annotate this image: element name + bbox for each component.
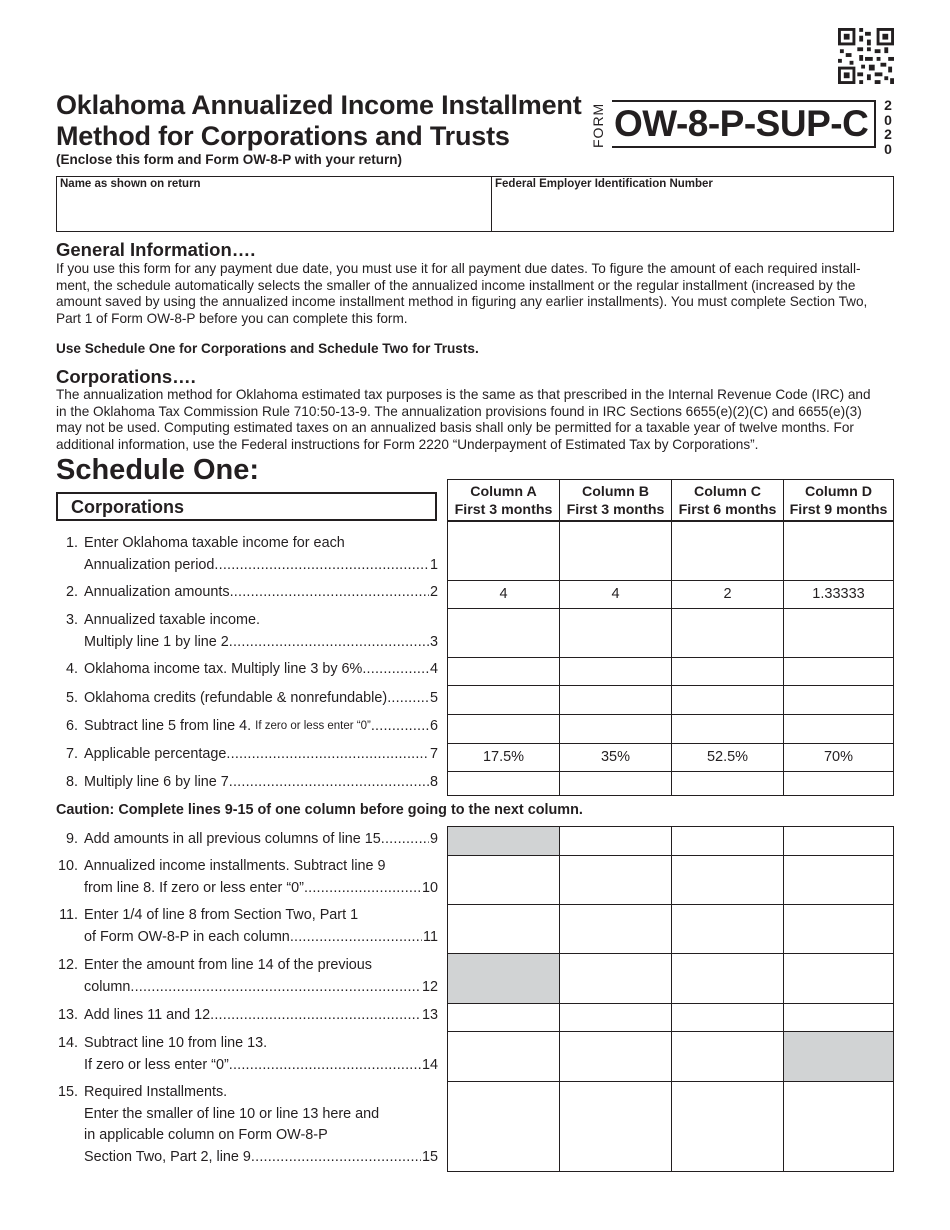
line-9-col-b-cell[interactable]	[559, 826, 672, 856]
general-info-text	[56, 261, 896, 327]
line-ref: 10	[421, 879, 438, 896]
name-field[interactable]	[57, 177, 491, 231]
line-4-col-b-cell[interactable]	[559, 657, 672, 686]
line-text: Oklahoma income tax. Multiply line 3 by 6%	[84, 661, 363, 677]
line-number: 10.	[57, 858, 78, 874]
line-text: in applicable column on Form OW-8-P	[84, 1127, 328, 1143]
corporations-line: The annualization method for Oklahoma estimated tax purposes is the same as that prescribed in the Internal Revenue Code (IRC) and	[56, 387, 871, 402]
corporations-line: in the Oklahoma Tax Commission Rule 710:50-13-9. The annualization provisions found in IRC Sections 6655(e)(2)(C) and 6655(e)(3)	[56, 403, 862, 419]
line-1-col-b-cell[interactable]	[559, 521, 672, 581]
enclose-note: (Enclose this form and Form OW-8-P with your return)	[56, 152, 403, 167]
year-digit: 2	[884, 126, 892, 142]
line-15-col-d-cell[interactable]	[783, 1081, 894, 1172]
line-12-col-a-cell	[447, 953, 560, 1004]
line-4-col-a-cell[interactable]	[447, 657, 560, 686]
line-6-col-a-cell[interactable]	[447, 714, 560, 744]
line-ref: 9	[429, 831, 438, 847]
corporations-text	[56, 387, 896, 453]
column-name: Column B	[582, 484, 649, 500]
line-9-col-c-cell[interactable]	[671, 826, 784, 856]
line-3-col-c-cell[interactable]	[671, 608, 784, 658]
line-2-col-a-cell: 4	[447, 580, 560, 609]
line-text: Multiply line 1 by line 2	[84, 633, 229, 650]
line-number: 9.	[65, 831, 78, 847]
line-ref: 5	[429, 690, 438, 706]
line-14-col-c-cell[interactable]	[671, 1031, 784, 1082]
line-text: Annualization amounts	[84, 584, 230, 600]
line-text: of Form OW-8-P in each column	[84, 928, 290, 945]
line-text: Enter the smaller of line 10 or line 13 here and	[84, 1105, 380, 1122]
line-14-col-a-cell[interactable]	[447, 1031, 560, 1082]
form-title-line2: Method for Corporations and Trusts	[56, 121, 510, 151]
tax-year	[882, 98, 894, 156]
line-ref: 6	[429, 718, 438, 734]
general-info-line: amount saved by using the annualized income installment method in figuring any earlier installments). You must complete Section Two,	[56, 294, 868, 310]
line-ref: 3	[429, 633, 438, 650]
form-title	[56, 90, 582, 152]
line-6-col-d-cell[interactable]	[783, 714, 894, 744]
general-info-line: ment, the schedule automatically selects the smaller of the annualized income installment or the regular installment (increased by the	[56, 277, 856, 293]
general-info-line: Part 1 of Form OW-8-P before you can complete this form.	[56, 310, 408, 326]
line-number: 12.	[57, 957, 78, 973]
line-text: column	[84, 978, 131, 995]
corporations-line: may not be used. Computing estimated taxes on an annualized basis shall only be permitted for a taxable year of twelve months. For	[56, 420, 854, 436]
line-1-col-a-cell[interactable]	[447, 521, 560, 581]
line-text: from line 8. If zero or less enter “0”	[84, 879, 304, 896]
line-10-col-b-cell[interactable]	[559, 855, 672, 905]
line-number: 3.	[65, 612, 78, 628]
line-13-col-a-cell[interactable]	[447, 1003, 560, 1032]
line-ref: 2	[429, 584, 438, 600]
line-10-col-a-cell[interactable]	[447, 855, 560, 905]
column-name: Column A	[470, 484, 537, 500]
line-ref: 15	[421, 1148, 438, 1165]
line-number: 11.	[59, 907, 78, 923]
line-2-col-b-cell: 4	[559, 580, 672, 609]
line-ref: 1	[429, 556, 438, 573]
line-5-col-d-cell[interactable]	[783, 685, 894, 715]
line-number: 2.	[65, 584, 78, 600]
form-title-line1: Oklahoma Annualized Income Installment	[56, 90, 582, 120]
corporations-heading: Corporations….	[56, 366, 196, 387]
line-12-col-c-cell[interactable]	[671, 953, 784, 1004]
line-3-col-d-cell[interactable]	[783, 608, 894, 658]
name-label: Name as shown on return	[60, 178, 201, 190]
form-number: OW-8-P-SUP-C	[614, 103, 869, 144]
line-text: Subtract line 10 from line 13.	[84, 1035, 268, 1051]
form-word-label: FORM	[590, 102, 606, 148]
line-1-col-c-cell[interactable]	[671, 521, 784, 581]
column-b-header	[559, 479, 672, 521]
year-digit: 0	[884, 111, 892, 128]
line-15-col-b-cell[interactable]	[559, 1081, 672, 1172]
line-13-col-d-cell[interactable]	[783, 1003, 894, 1032]
corporations-box-label: Corporations	[56, 492, 437, 521]
line-text: Required Installments.	[84, 1084, 228, 1100]
fein-field[interactable]	[492, 177, 893, 231]
line-text: Add lines 11 and 12	[84, 1007, 211, 1023]
corporations-line: additional information, use the Federal instructions for Form 2220 “Underpayment of Estimated Tax by Corporations”.	[56, 436, 759, 452]
line-7-col-a-cell: 17.5%	[447, 743, 560, 772]
column-headers	[447, 479, 894, 521]
column-period: First 3 months	[454, 502, 553, 518]
fein-label: Federal Employer Identification Number	[495, 178, 713, 190]
line-15-col-c-cell[interactable]	[671, 1081, 784, 1172]
line-14-col-b-cell[interactable]	[559, 1031, 672, 1082]
line-15-col-a-cell[interactable]	[447, 1081, 560, 1172]
line-4-col-d-cell[interactable]	[783, 657, 894, 686]
line-12-col-b-cell[interactable]	[559, 953, 672, 1004]
line-12-col-d-cell[interactable]	[783, 953, 894, 1004]
line-text: Enter 1/4 of line 8 from Section Two, Part 1	[84, 907, 359, 923]
line-ref: 14	[421, 1056, 438, 1073]
line-10-col-c-cell[interactable]	[671, 855, 784, 905]
line-9-col-d-cell[interactable]	[783, 826, 894, 856]
line-number: 1.	[65, 535, 78, 551]
line-text: Enter the amount from line 14 of the previous	[84, 957, 372, 973]
line-number: 4.	[65, 661, 78, 677]
line-ref: 12	[421, 978, 438, 995]
taxpayer-id-table	[56, 176, 894, 232]
column-d-header	[783, 479, 894, 521]
line-number: 14.	[57, 1035, 78, 1051]
line-text: Section Two, Part 2, line 9	[84, 1148, 251, 1165]
line-text: Oklahoma credits (refundable & nonrefundable)	[84, 690, 388, 706]
line-3-col-b-cell[interactable]	[559, 608, 672, 658]
line-number: 13.	[57, 1007, 78, 1023]
line-text: Annualization period	[84, 556, 215, 573]
line-8-col-b-cell[interactable]	[559, 771, 672, 796]
line-number: 5.	[65, 690, 78, 706]
line-14-col-d-cell	[783, 1031, 894, 1082]
line-5-col-b-cell[interactable]	[559, 685, 672, 715]
line-8-col-d-cell[interactable]	[783, 771, 894, 796]
line-ref: 8	[429, 774, 438, 790]
line-text: Annualized income installments. Subtract line 9	[84, 858, 386, 874]
column-name: Column C	[694, 484, 761, 500]
line-10-col-d-cell[interactable]	[783, 855, 894, 905]
column-a-header	[447, 479, 560, 521]
column-period: First 9 months	[789, 502, 888, 518]
general-info-heading: General Information….	[56, 239, 256, 260]
line-1-col-d-cell[interactable]	[783, 521, 894, 581]
line-ref: 4	[429, 661, 438, 677]
line-number: 7.	[65, 746, 78, 762]
line-text: Applicable percentage	[84, 746, 227, 762]
line-text: Annualized taxable income.	[84, 612, 260, 628]
schedule-title: Schedule One:	[56, 454, 260, 486]
column-c-header	[671, 479, 784, 521]
line-9-col-a-cell	[447, 826, 560, 856]
line-11-col-a-cell[interactable]	[447, 904, 560, 954]
line-8-col-a-cell[interactable]	[447, 771, 560, 796]
line-number: 15.	[57, 1084, 78, 1100]
line-7-col-c-cell: 52.5%	[671, 743, 784, 772]
year-digit: 0	[884, 140, 892, 157]
line-text: Enter Oklahoma taxable income for each	[84, 535, 345, 551]
line-6-col-b-cell[interactable]	[559, 714, 672, 744]
line-ref: 11	[423, 928, 438, 945]
line-11-col-d-cell[interactable]	[783, 904, 894, 954]
column-name: Column D	[805, 484, 872, 500]
line-13-col-c-cell[interactable]	[671, 1003, 784, 1032]
line-3-col-a-cell[interactable]	[447, 608, 560, 658]
schedule-note: Use Schedule One for Corporations and Schedule Two for Trusts.	[56, 341, 479, 356]
general-info-line: If you use this form for any payment due date, you must use it for all payment due dates. To figure the amount of each required install-	[56, 261, 861, 276]
line-6-col-c-cell[interactable]	[671, 714, 784, 744]
line-ref: 7	[429, 746, 438, 762]
line-2-col-d-cell: 1.33333	[783, 580, 894, 609]
line-5-col-a-cell[interactable]	[447, 685, 560, 715]
line-number: 8.	[65, 774, 78, 790]
line-11-col-b-cell[interactable]	[559, 904, 672, 954]
line-note: If zero or less enter “0”	[255, 720, 371, 732]
line-7-col-d-cell: 70%	[783, 743, 894, 772]
line-ref: 13	[421, 1007, 438, 1023]
line-5-col-c-cell[interactable]	[671, 685, 784, 715]
line-4-col-c-cell[interactable]	[671, 657, 784, 686]
line-7-col-b-cell: 35%	[559, 743, 672, 772]
qr-code-icon	[838, 28, 894, 84]
line-text: Subtract line 5 from line 4.	[84, 718, 252, 734]
line-11-col-c-cell[interactable]	[671, 904, 784, 954]
line-text: Add amounts in all previous columns of line 15	[84, 831, 381, 847]
column-period: First 6 months	[678, 502, 777, 518]
line-text: Multiply line 6 by line 7	[84, 774, 229, 790]
line-2-col-c-cell: 2	[671, 580, 784, 609]
line-13-col-b-cell[interactable]	[559, 1003, 672, 1032]
year-digit: 2	[884, 97, 892, 113]
line-8-col-c-cell[interactable]	[671, 771, 784, 796]
caution-note: Caution: Complete lines 9-15 of one column before going to the next column.	[56, 802, 583, 818]
column-period: First 3 months	[566, 502, 665, 518]
line-number: 6.	[65, 718, 78, 734]
line-text: If zero or less enter “0”	[84, 1056, 229, 1073]
